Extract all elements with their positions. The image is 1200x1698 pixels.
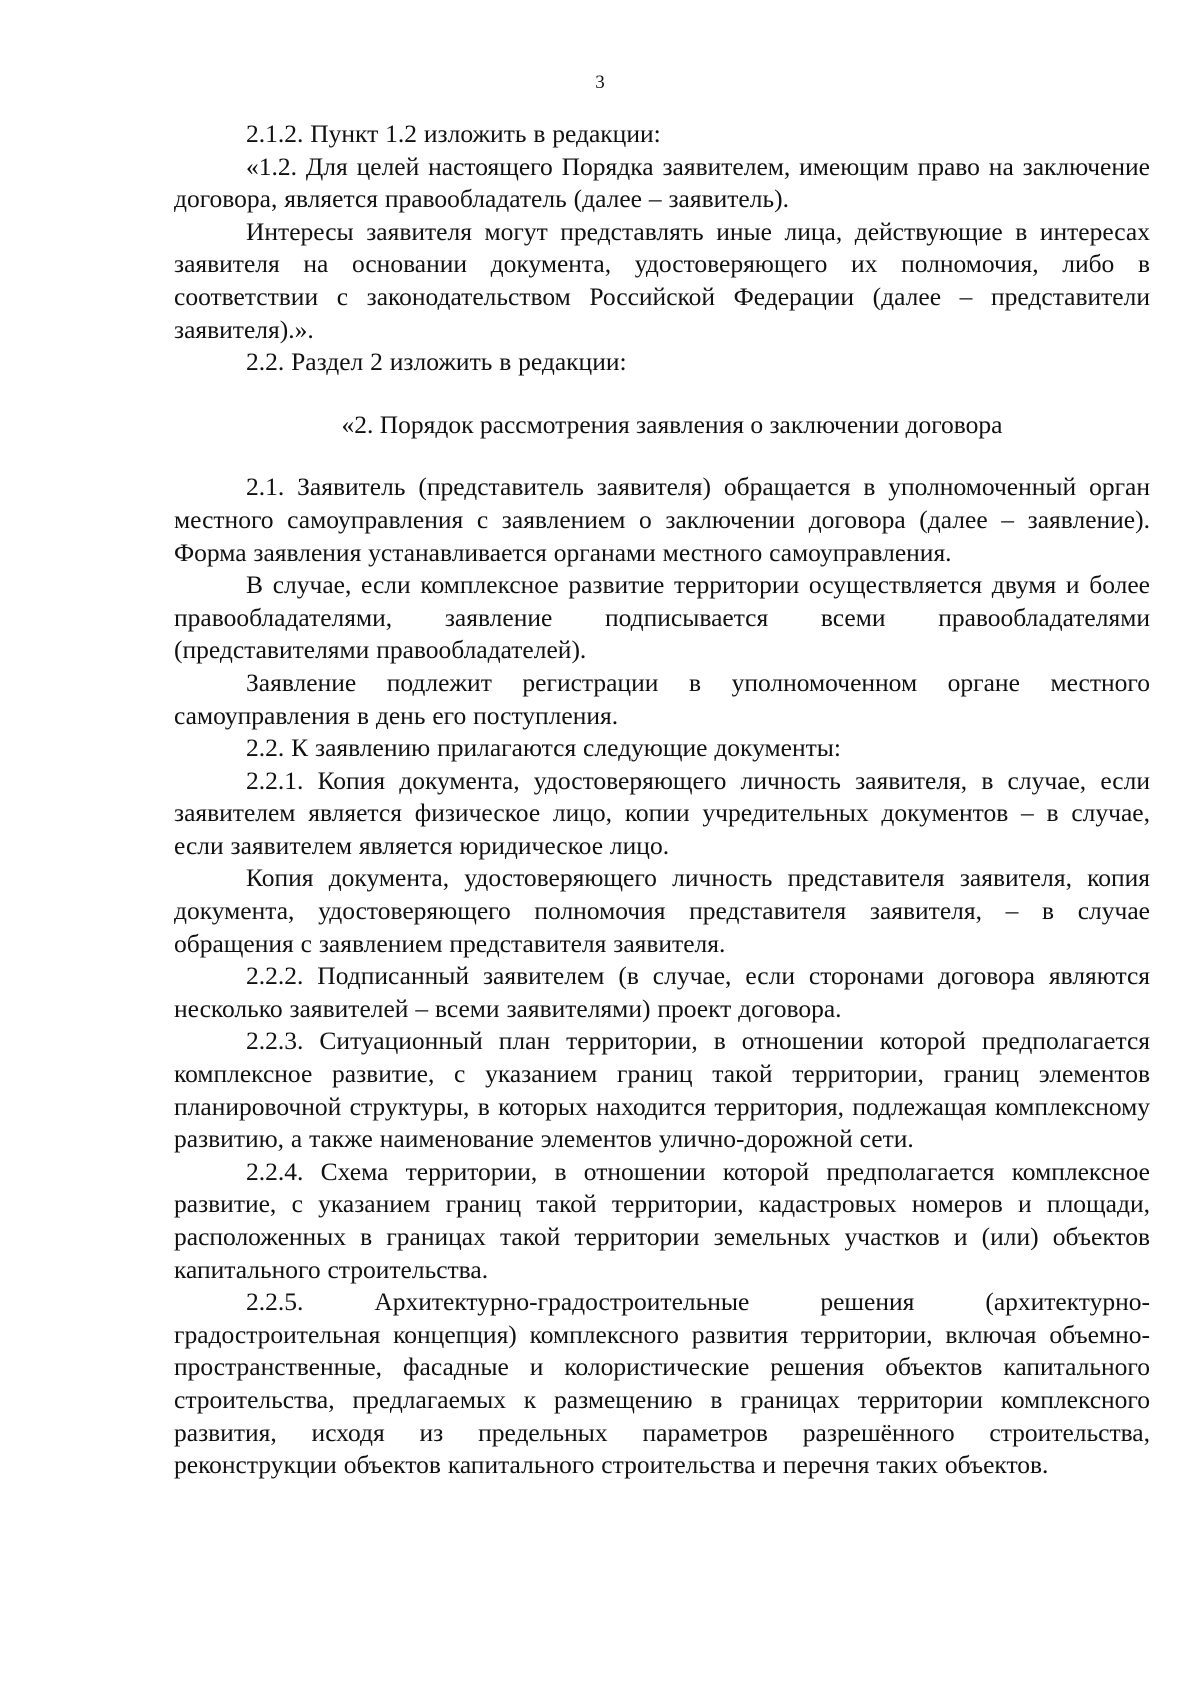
paragraph-2-2-5: 2.2.5. Архитектурно-градостроительные решения (архитектурно-градостроительная концепция) комплексного развития территории, включая объемно-пространственные, фасадные и колористические решения объектов капитального строительства, предлагаемых к размещению в границах территории комплексного развития, исходя из предельных параметров разрешённого строительства, реконструкции объектов капитального строительства и перечня таких объектов. (174, 1287, 1150, 1480)
paragraph-2-2-1: 2.2.1. Копия документа, удостоверяющего личность заявителя, в случае, если заявителем является физическое лицо, копии учредительных документов – в случае, если заявителем является юридическое лицо. (174, 765, 1150, 860)
page-number: 3 (595, 72, 605, 93)
paragraph-1-2-quote: «1.2. Для целей настоящего Порядка заявителем, имеющим право на заключение договора, является правообладатель (далее – заявитель). (174, 151, 1150, 214)
paragraph-registration: Заявление подлежит регистрации в уполномоченном органе местного самоуправления в день его поступления. (174, 667, 1150, 730)
paragraph-2-2-3: 2.2.3. Ситуационный план территории, в отношении которой предполагается комплексное развитие, с указанием границ такой территории, границ элементов планировочной структуры, в которых находится территория, подлежащая комплексному развитию, а также наименование элементов улично-дорожной сети. (174, 1026, 1150, 1154)
paragraph-representative-copy: Копия документа, удостоверяющего личность представителя заявителя, копия документа, удостоверяющего полномочия представителя заявителя, – в случае обращения с заявлением представителя заявителя. (174, 863, 1150, 958)
document-body (174, 118, 1150, 1482)
paragraph-2-2: 2.2. Раздел 2 изложить в редакции: (246, 347, 627, 377)
paragraph-2-2-4: 2.2.4. Схема территории, в отношении которой предполагается комплексное развитие, с указанием границ такой территории, кадастровых номеров и площади, расположенных в границах такой территории земельных участков и (или) объектов капитального строительства. (174, 1156, 1150, 1284)
section-title: «2. Порядок рассмотрения заявления о заключении договора (341, 409, 1003, 439)
paragraph-representatives: Интересы заявителя могут представлять иные лица, действующие в интересах заявителя на основании документа, удостоверяющего их полномочия, либо в соответствии с законодательством Российской Федерации (далее – представители заявителя).». (174, 216, 1150, 344)
paragraph-2-2-2: 2.2.2. Подписанный заявителем (в случае, если сторонами договора являются несколько заявителей – всеми заявителями) проект договора. (174, 961, 1150, 1023)
paragraph-2-1-applicant: 2.1. Заявитель (представитель заявителя) обращается в уполномоченный орган местного самоуправления с заявлением о заключении договора (далее – заявление). Форма заявления устанавливается органами местного самоуправления. (174, 472, 1150, 567)
paragraph-2-2-documents: 2.2. К заявлению прилагаются следующие документы: (246, 733, 841, 763)
paragraph-multiple-owners: В случае, если комплексное развитие территории осуществляется двумя и более правообладателями, заявление подписывается всеми правообладателями (представителями правообладателей). (174, 570, 1150, 665)
paragraph-2-1-2: 2.1.2. Пункт 1.2 изложить в редакции: (246, 119, 661, 148)
